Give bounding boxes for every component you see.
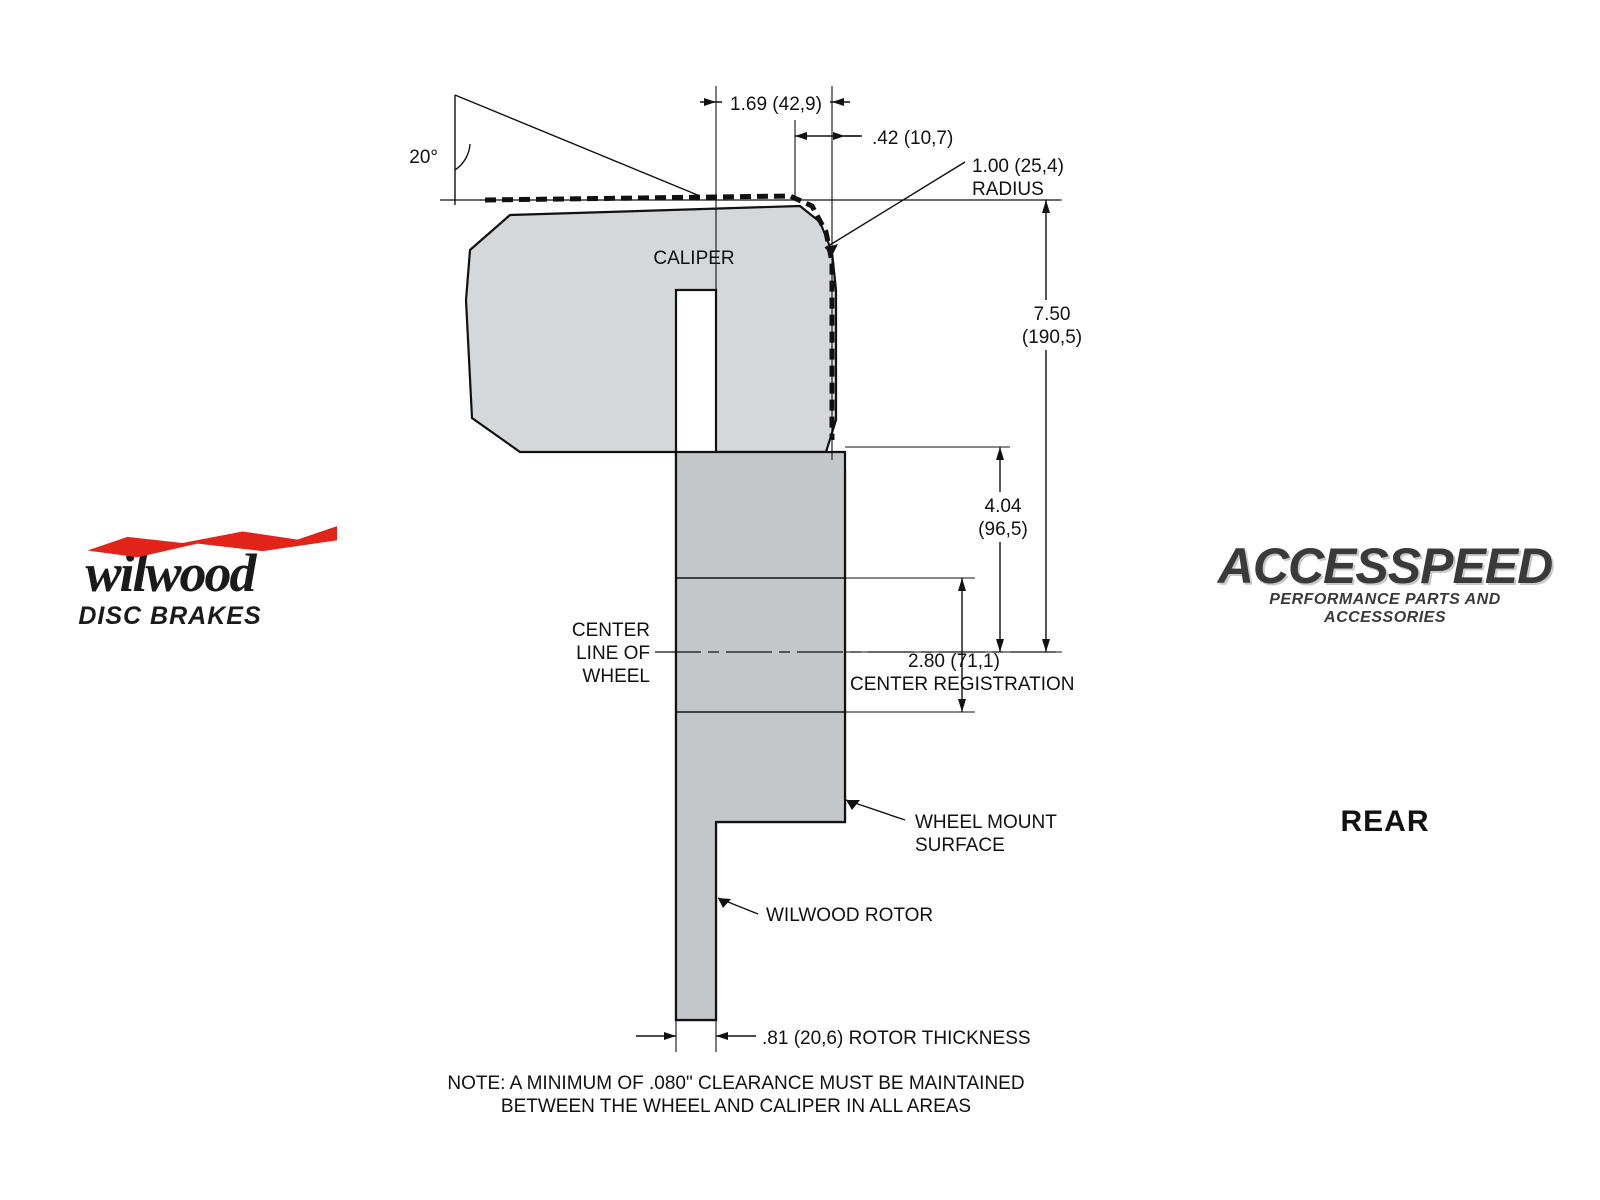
wilwood-logo	[10, 540, 330, 660]
accesspeed-name: ACCESSPEED	[1217, 538, 1553, 594]
arrow-42-right	[833, 132, 845, 140]
wheel-mount-arrow	[846, 800, 860, 810]
dimension-angle: 20°	[409, 147, 438, 168]
center-line-label-3: WHEEL	[582, 666, 650, 687]
angle-leader-line	[455, 95, 700, 196]
dimension-radius-label: RADIUS	[972, 179, 1044, 200]
angle-arc	[455, 144, 470, 170]
dimension-center-registration-label: CENTER REGISTRATION	[850, 674, 1075, 695]
accesspeed-logo	[1215, 540, 1555, 650]
arrow-thickness-left	[664, 1032, 676, 1040]
arrow-750-bottom	[1042, 639, 1050, 652]
arrow-404-top	[996, 447, 1004, 460]
dimension-radius-value: 1.00 (25,4)	[972, 156, 1064, 177]
radius-leader-line	[825, 162, 965, 248]
note-line-2: BETWEEN THE WHEEL AND CALIPER IN ALL AREAS	[500, 1096, 972, 1117]
caliper-label: CALIPER	[653, 248, 735, 269]
position-label: REAR	[1340, 805, 1430, 838]
dimension-offset: .42 (10,7)	[872, 128, 954, 149]
dimension-rotor-thickness: .81 (20,6) ROTOR THICKNESS	[762, 1028, 1031, 1049]
arrow-169-left	[704, 98, 716, 106]
dimension-overall-height-metric: (190,5)	[1021, 327, 1083, 348]
arrow-169-right	[832, 98, 844, 106]
wilwood-rotor-label: WILWOOD ROTOR	[766, 905, 934, 926]
accesspeed-tagline: PERFORMANCE PARTS AND ACCESSORIES	[1269, 590, 1501, 626]
dimension-mid-height-metric: (96,5)	[978, 519, 1028, 540]
wheel-mount-label-1: WHEEL MOUNT	[915, 812, 1057, 833]
wilwood-tagline: DISC BRAKES	[78, 602, 262, 630]
arrow-280-bottom	[958, 699, 966, 712]
center-line-label-2: LINE OF	[576, 643, 650, 664]
caliper-body-shape	[466, 206, 836, 452]
dimension-center-registration-value: 2.80 (71,1)	[908, 651, 1000, 672]
rotor-profile	[676, 452, 845, 1020]
dimension-top-width: 1.69 (42,9)	[730, 94, 822, 115]
arrow-280-top	[958, 578, 966, 591]
dimension-mid-height-value: 4.04	[984, 496, 1022, 517]
arrow-thickness-right	[716, 1032, 728, 1040]
wheel-mount-label-2: SURFACE	[915, 835, 1005, 856]
note-line-1: NOTE: A MINIMUM OF .080" CLEARANCE MUST BE MAINTAINED	[447, 1073, 1025, 1094]
arrow-750-top	[1042, 200, 1050, 213]
arrow-42-left	[795, 132, 807, 140]
center-line-label-1: CENTER	[571, 620, 650, 641]
wilwood-wordmark	[81, 540, 258, 603]
dimension-overall-height-value: 7.50	[1033, 304, 1071, 325]
wilwood-name: wilwood	[85, 543, 255, 603]
